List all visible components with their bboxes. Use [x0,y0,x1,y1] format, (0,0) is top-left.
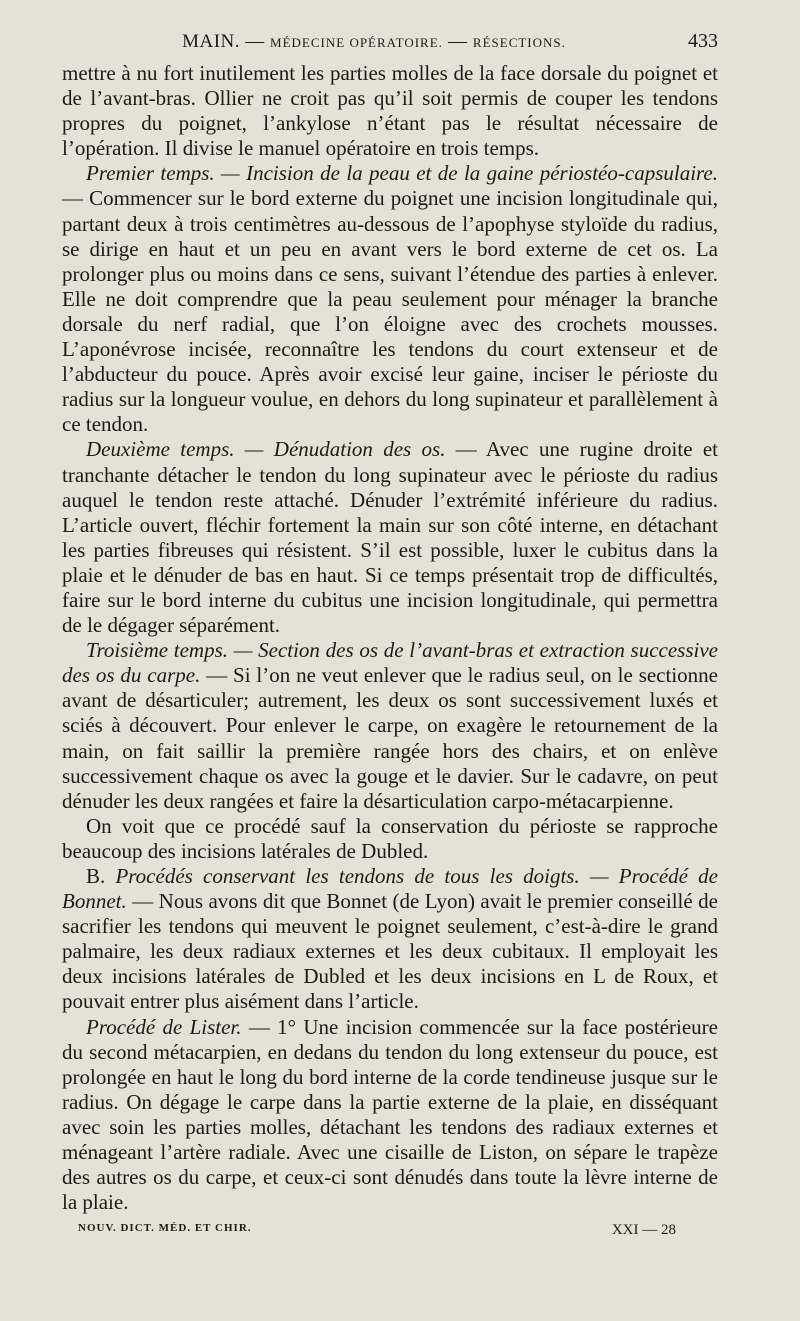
body-text [62,61,718,1215]
header-title [60,31,688,53]
header-dash: — [448,31,468,52]
paragraph-text: — Si l’on ne veut enlever que le radius seul, on le sectionne avant de désarticuler; autrement, les deux os sont successivement luxés et sciés à découvert. Pour enlever le carpe, on exagère le retournement de la main, on fait saillir la première rangée hors des chairs, et on enlève successivement chaque os avec la gouge et le davier. Sur le cadavre, on peut dénuder les deux rangées et faire la désarticulation carpo-métacarpienne. [62,663,718,813]
paragraph-text: — Commencer sur le bord externe du poignet une incision longitudinale qui, partant deux à trois centimètres au-dessous de l’apophyse styloïde du radius, se dirige en haut et un peu en avant vers le bord externe de cet os. La prolonger plus ou moins dans ce sens, suivant l’étendue des parties à enlever. Elle ne doit comprendre que la peau seulement pour ménager la branche dorsale du nerf radial, que l’on éloigne avec des crochets mousses. L’aponévrose incisée, reconnaître les tendons du court extenseur et de l’abducteur du pouce. Après avoir excisé leur gaine, inciser le périoste du radius sur la longueur voulue, en dehors du long supinateur et parallèlement à ce tendon. [62,186,718,437]
paragraph [62,864,718,1015]
header-section: MÉDECINE OPÉRATOIRE. [270,35,443,50]
section-heading: Procédés conservant les tendons de tous les doigts. — Procédé de Bonnet. [62,864,718,914]
paragraph [62,638,718,814]
paragraph-text: — Avec une rugine droite et tranchante détacher le tendon du long supinateur avec le périoste du radius auquel le tendon reste attaché. Dénuder l’extrémité inférieure du radius. L’article ouvert, fléchir fortement la main sur son côté interne, en détachant les parties fibreuses qui résistent. S’il est possible, luxer le cubitus dans la plaie et le dénuder de bas en haut. Si ce temps présentait trop de difficultés, faire sur le bord interne du cubitus une incision longitudinale, qui permettra de le dégager séparément. [62,437,718,638]
section-heading: Premier temps. — Incision de la peau et de la gaine périostéo-capsulaire. [86,161,718,186]
paragraph [62,1015,718,1216]
paragraph: mettre à nu fort inutilement les parties molles de la face dorsale du poignet et de l’avant-bras. Ollier ne croit pas qu’il soit permis de couper les tendons propres du poignet, l’ankylose n’étant pas le résultat nécessaire de l’opération. Il divise le manuel opératoire en trois temps. [62,61,718,161]
footer-publication: NOUV. DICT. MÉD. ET CHIR. [78,1222,252,1234]
section-heading: Deuxième temps. — Dénudation des os. [86,437,446,462]
paragraph-text: — 1° Une incision commencée sur la face postérieure du second métacarpien, en dedans du tendon du long extenseur du pouce, est prolongée en haut le long du bord interne de la corde tendineuse jusque sur le radius. On dégage le carpe dans la partie externe de la plaie, en disséquant avec soin les parties molles, détachant les tendons des radiaux externes et ménageant l’artère radiale. Avec une cisaille de Liston, on sépare le trapèze des autres os du carpe, et ceux-ci sont dénudés dans toute la lèvre interne de la plaie. [62,1014,718,1215]
section-heading: Troisième temps. — Section des os de l’avant-bras et extraction successive des os du carpe. [62,638,718,688]
header-dash: — [245,31,265,52]
paragraph-lead: B. [86,864,116,888]
footer-signature: XXI — 28 [611,1222,676,1238]
header-main: MAIN. [182,31,241,52]
running-header [60,30,718,58]
page-number: 433 [688,30,718,52]
page-footer [78,1222,716,1239]
paragraph-text: — Nous avons dit que Bonnet (de Lyon) avait le premier conseillé de sacrifier les tendons qui meuvent le poignet seulement, c’est-à-dire le grand palmaire, les deux radiaux externes et les deux cubitaux. Il employait les deux incisions latérales de Dubled et les deux incisions en L de Roux, et pouvait entrer plus aisément dans l’article. [62,889,718,1014]
paragraph [62,437,718,638]
section-heading: Procédé de Lister. [86,1014,242,1039]
paragraph [62,161,718,437]
paragraph: On voit que ce procédé sauf la conservation du périoste se rapproche beaucoup des incisions latérales de Dubled. [62,813,718,863]
header-subsection: RÉSECTIONS. [472,35,566,50]
